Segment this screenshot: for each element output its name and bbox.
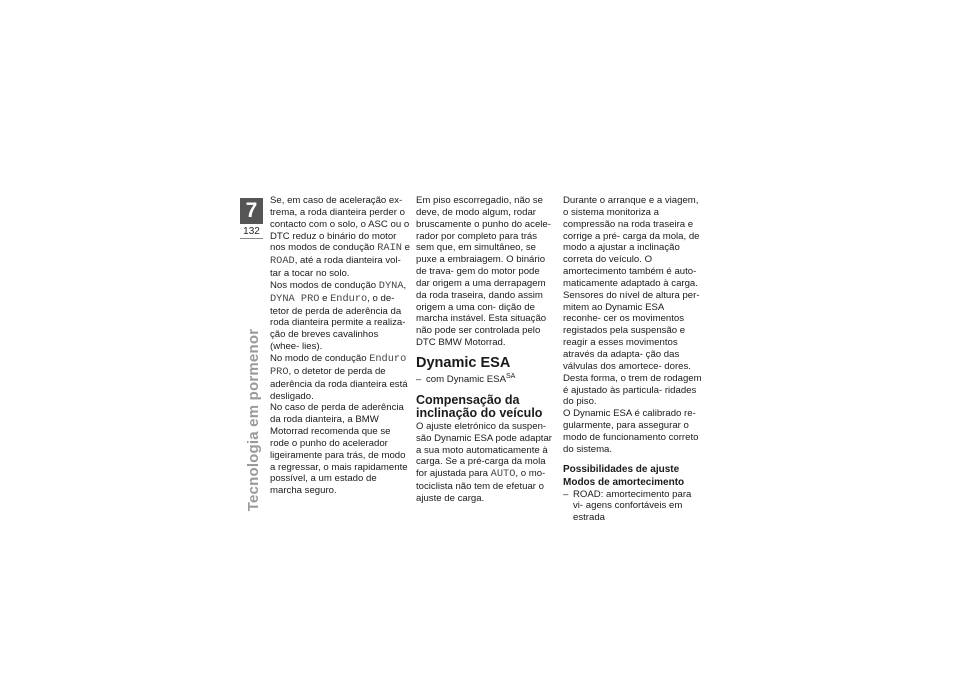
text: Nos modos de condução [270,279,379,291]
paragraph-recommendation: No caso de perda de aderência da roda dianteira, a BMW Motorrad recomenda que se rode o punho do acelerador ligeiramente para trás, de modo a regressar, o mais rapidamente possível, a um estado de marcha seguro. [270,402,408,497]
chapter-number: 7 [240,198,263,224]
page-number: 132 [243,226,260,237]
mode-rain: RAIN [377,242,402,255]
paragraph-wheelie-modes [270,280,410,353]
paragraph-slippery-surface: Em piso escorregadio, não se deve, de modo algum, rodar bruscamente o punho do acele- rador por completo para trás sem que, em simultâneo, se puxe a embraiagem. O binário de trava- gem do motor pode dar origem a uma derrapagem da roda traseira, dando assim origem a uma con- dição de marcha instável. Esta situação não pode ser controlada pelo DTC BMW Motorrad. [416,195,551,349]
mode-road: ROAD [270,255,295,268]
bullet-dash: – [563,488,569,500]
option-superscript: SA [505,372,516,380]
text: e [319,292,331,304]
heading-adjustment-options: Possibilidades de ajuste [563,463,680,475]
text-column-2 [416,195,556,505]
paragraph-front-wheel-lift [270,195,410,280]
text-column-1 [270,195,410,497]
mode-dyna-pro: DYNA PRO [270,292,320,305]
option-dash: – [416,373,422,385]
list-item [563,489,703,525]
text: No modo de condução [270,352,370,364]
text-column-3 [563,195,703,524]
option-line [416,374,556,386]
page-number-rule [240,238,263,239]
text: e [401,242,410,254]
bullet-text: ROAD: amortecimento para vi- agens confortáveis em estrada [573,488,692,524]
text: , o detetor de perda de aderência da roda dianteira está desligado. [270,365,408,402]
text: Se, em caso de aceleração ex- trema, a roda dianteira perder o contacto com o solo, o ASC ou o DTC reduz o binário do motor nos modos de condução [270,195,410,254]
paragraph-auto-adjust [416,421,556,505]
text: , [403,279,407,291]
option-text: com Dynamic ESA [426,373,506,385]
mode-auto: AUTO [490,468,516,481]
mode-enduro: Enduro [330,292,368,305]
section-heading-dynamic-esa: Dynamic ESA [416,354,511,371]
text: O ajuste eletrónico da suspen- são Dynamic ESA pode adaptar a sua moto automaticamente à carga. Se a pré-carga da mola for ajustada para [416,420,552,480]
text: , até a roda dianteira vol- tar a tocar no solo. [270,255,401,280]
mode-dyna: DYNA [378,279,404,292]
sidebar-title-text: Tecnologia em pormenor [245,328,262,512]
text: , o de- tetor de perda de aderência da roda dianteira permite a realiza- ção de breves cavalinhos (whee- lies). [270,292,406,353]
text: , o mo- tociclista não tem de efetuar o ajuste de carga. [416,468,546,504]
mode-enduro-pro: Enduro PRO [270,352,407,378]
paragraph-monitoring: Durante o arranque e a viagem, o sistema monitoriza a compressão na roda traseira e corrige a pré- carga da mola, de modo a ajustar a inclinação correta do veículo. O amortecimento também é auto- maticamente adaptado à carga. Sensores do nível de altura per- mitem ao Dynamic ESA reconhe- cer os movimentos registados pela suspensão e reagir a esses movimentos através da adapta- ção das válvulas dos amortece- dores. Desta forma, o trem de rodagem é ajustado às particula- ridades do piso. [563,195,702,408]
paragraph-enduro-pro [270,353,410,402]
paragraph-calibration: O Dynamic ESA é calibrado re- gularmente, para assegurar o modo de funcionamento correto do sistema. [563,408,699,455]
subheading-inclination: Compensação da inclinação do veículo [416,392,543,420]
heading-damping-modes: Modos de amortecimento [563,476,685,488]
